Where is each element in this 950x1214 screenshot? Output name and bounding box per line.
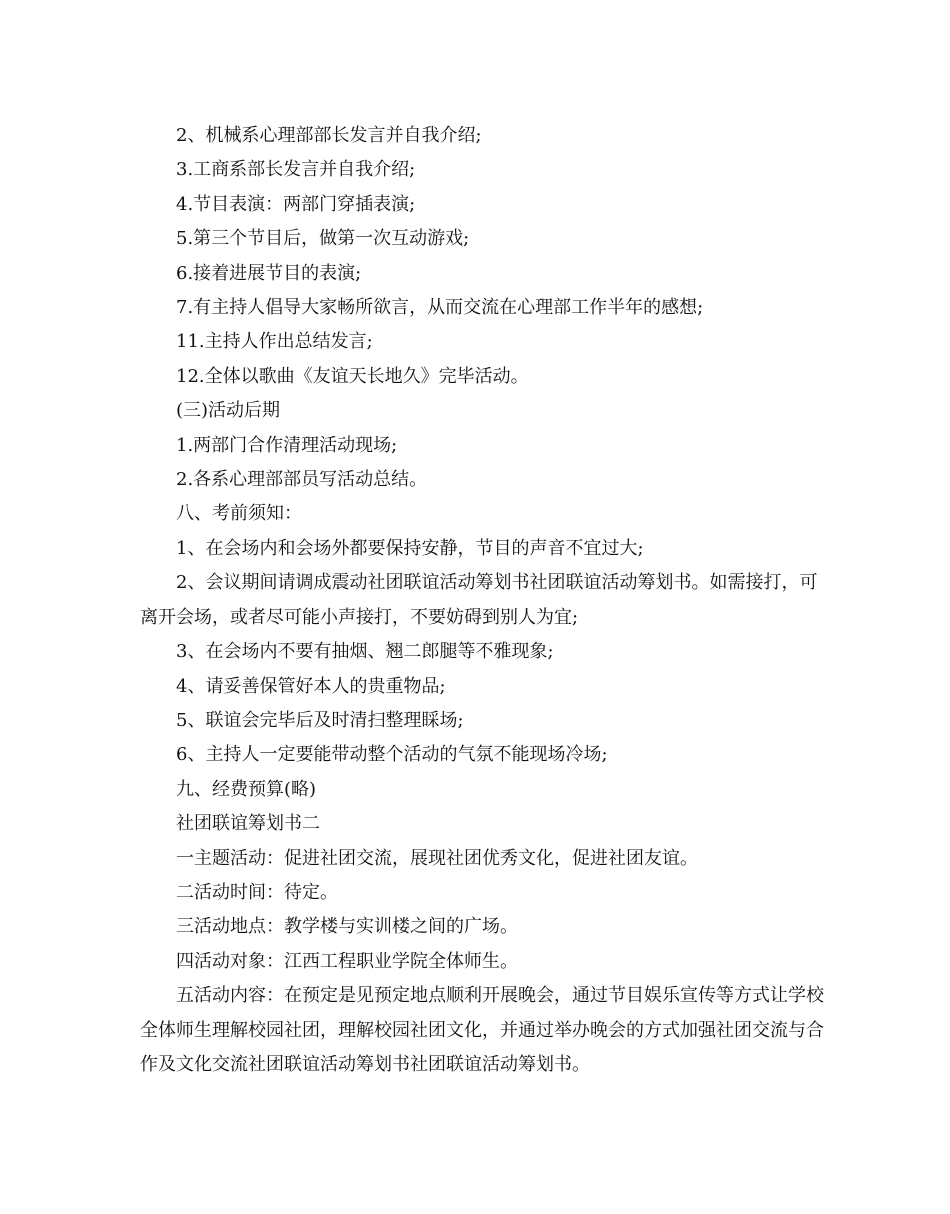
paragraph: 4.节目表演：两部门穿插表演;: [176, 193, 416, 215]
document-body: [140, 119, 826, 1082]
paragraph: 3、在会场内不要有抽烟、翘二郎腿等不雅现象;: [176, 641, 554, 663]
paragraph: 3.工商系部长发言并自我介绍;: [176, 159, 416, 181]
paragraph: 6、主持人一定要能带动整个活动的气氛不能现场冷场;: [176, 744, 608, 766]
paragraph: 五活动内容：在预定是见预定地点顺利开展晚会，通过节目娱乐宣传等方式让学校全体师生理解校园社团，理解校园社团文化，并通过举办晚会的方式加强社团交流与合作及文化交流社团联谊活动筹划书社团联谊活动筹划书。: [140, 985, 824, 1075]
paragraph: 2.各系心理部部员写活动总结。: [176, 469, 428, 491]
section-heading: 社团联谊筹划书二: [176, 813, 320, 835]
paragraph: 1.两部门合作清理活动现场;: [176, 434, 398, 456]
section-heading: (三)活动后期: [176, 400, 281, 422]
paragraph: 6.接着进展节目的表演;: [176, 262, 362, 284]
section-heading: 九、经费预算(略): [176, 778, 317, 800]
paragraph: 1、在会场内和会场外都要保持安静，节目的声音不宜过大;: [176, 537, 644, 559]
paragraph: 12.全体以歌曲《友谊天长地久》完毕活动。: [176, 365, 529, 387]
paragraph: 四活动对象：江西工程职业学院全体师生。: [176, 950, 518, 972]
paragraph: 5.第三个节目后，做第一次互动游戏;: [176, 228, 470, 250]
paragraph: 一主题活动：促进社团交流，展现社团优秀文化，促进社团友谊。: [176, 847, 698, 869]
paragraph: 二活动时间：待定。: [176, 881, 338, 903]
paragraph: 2、机械系心理部部长发言并自我介绍;: [176, 125, 482, 146]
paragraph: 4、请妥善保管好本人的贵重物品;: [176, 675, 446, 697]
section-heading: 八、考前须知：: [176, 503, 302, 525]
paragraph: 2、会议期间请调成震动社团联谊活动筹划书社团联谊活动筹划书。如需接打，可离开会场，或者尽可能小声接打，不要妨碍到别人为宜;: [140, 572, 818, 628]
paragraph: 7.有主持人倡导大家畅所欲言，从而交流在心理部工作半年的感想;: [176, 297, 704, 319]
paragraph: 5、联谊会完毕后及时清扫整理睬场;: [176, 709, 464, 731]
paragraph: 11.主持人作出总结发言;: [176, 331, 373, 353]
paragraph: 三活动地点：教学楼与实训楼之间的广场。: [176, 916, 518, 938]
